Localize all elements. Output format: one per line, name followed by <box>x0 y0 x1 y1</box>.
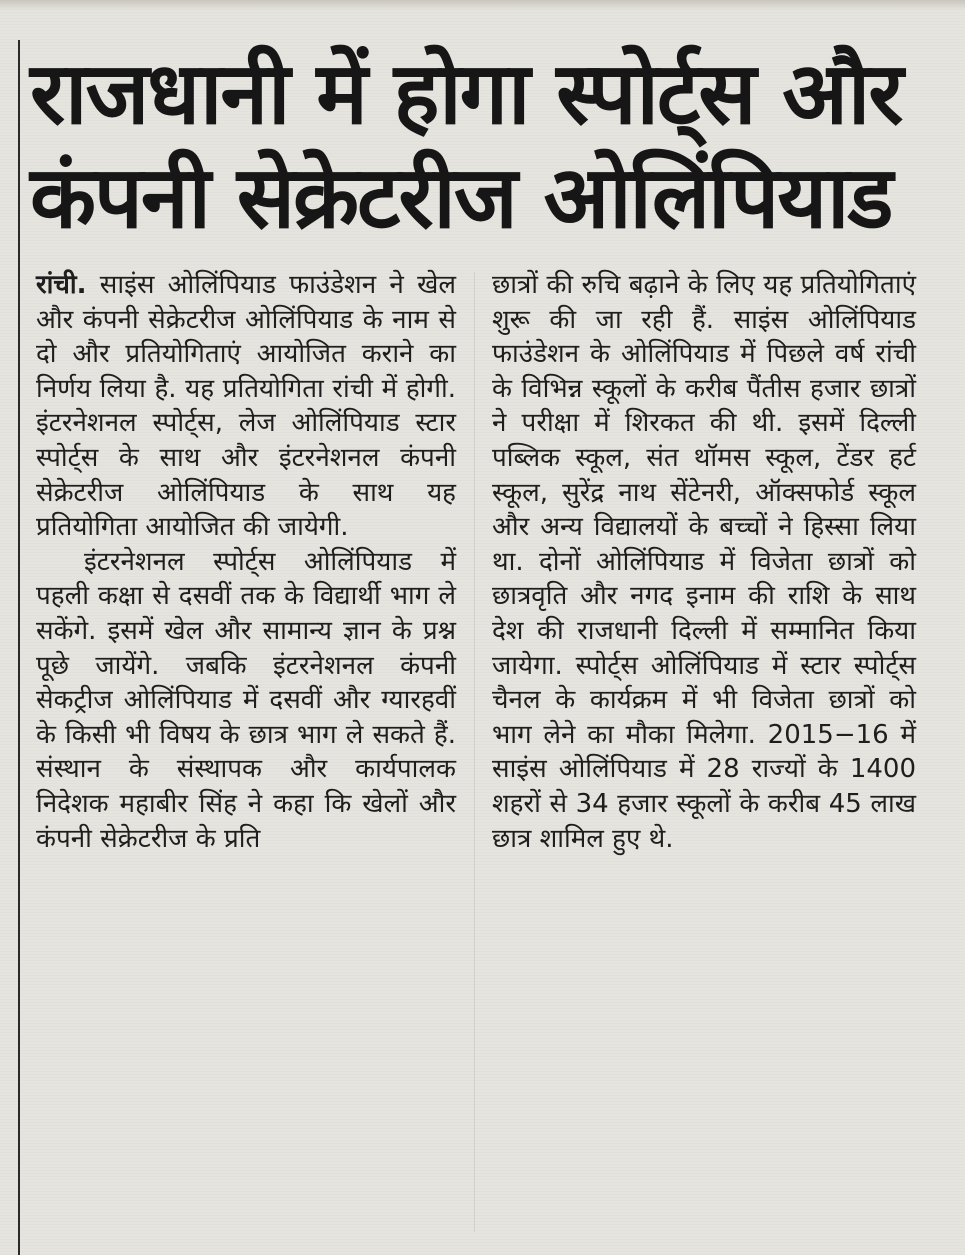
paragraph-intro <box>36 268 456 545</box>
column-gutter <box>474 272 475 1232</box>
paragraph-continued: छात्रों की रुचि बढ़ाने के लिए यह प्रतियोगिताएं शुरू की जा रही हैं. साइंस ओलिंपियाड फाउंडेशन के ओलिंपियाड में पिछले वर्ष रांची के विभिन्न स्कूलों के करीब पैंतीस हजार छात्रों ने परीक्षा में शिरकत की थी. इसमें दिल्ली पब्लिक स्कूल, संत थॉमस स्कूल, टेंडर हर्ट स्कूल, सुरेंद्र नाथ सेंटेनरी, ऑक्सफोर्ड स्कूल और अन्य विद्यालयों के बच्चों ने हिस्सा लिया था. दोनों ओलिंपियाड में विजेता छात्रों को छात्रवृति और नगद इनाम की राशि के साथ देश की राजधानी दिल्ली में सम्मानित किया जायेगा. स्पोर्ट्स ओलिंपियाड में स्टार स्पोर्ट्स चैनल के कार्यक्रम में भी विजेता छात्रों को भाग लेने का मौका मिलेगा. 2015−16 में साइंस ओलिंपियाड में 28 राज्यों के 1400 शहरों से 34 हजार स्कूलों के करीब 45 लाख छात्र शामिल हुए थे. <box>492 270 916 854</box>
article-headline <box>30 42 930 250</box>
paragraph-intro-text: साइंस ओलिंपियाड फाउंडेशन ने खेल और कंपनी सेक्रेटरीज ओलिंपियाड के नाम से दो और प्रतियोगिताएं आयोजित कराने का निर्णय लिया है. यह प्रतियोगिता रांची में होगी. इंटरनेशनल स्पोर्ट्स, लेज ओलिंपियाड स्टार स्पोर्ट्स के साथ और इंटरनेशनल कंपनी सेक्रेटरीज ओलिंपियाड के साथ यह प्रतियोगिता आयोजित की जायेगी. <box>36 270 456 543</box>
headline-line-2: कंपनी सेक्रेटरीज ओलिंपियाड <box>30 148 892 248</box>
headline-line-1: राजधानी में होगा स्पोर्ट्स और <box>30 44 902 144</box>
article-column-left <box>36 268 456 856</box>
dateline: रांची. <box>36 270 87 300</box>
paragraph-second: इंटरनेशनल स्पोर्ट्स ओलिंपियाड में पहली कक्षा से दसवीं तक के विद्यार्थी भाग ले सकेंगे. इसमें खेल और सामान्य ज्ञान के प्रश्न पूछे जायेंगे. जबकि इंटरनेशनल कंपनी सेकट्रीज ओलिंपियाड में दसवीं और ग्यारहवीं के किसी भी विषय के छात्र भाग ले सकते हैं. संस्थान के संस्थापक और कार्यपालक निदेशक महाबीर सिंह ने कहा कि खेलों और कंपनी सेक्रेटरीज के प्रति <box>36 546 456 854</box>
article-column-right <box>492 268 916 856</box>
page-top-edge <box>0 0 965 10</box>
column-border-line <box>18 40 20 1255</box>
